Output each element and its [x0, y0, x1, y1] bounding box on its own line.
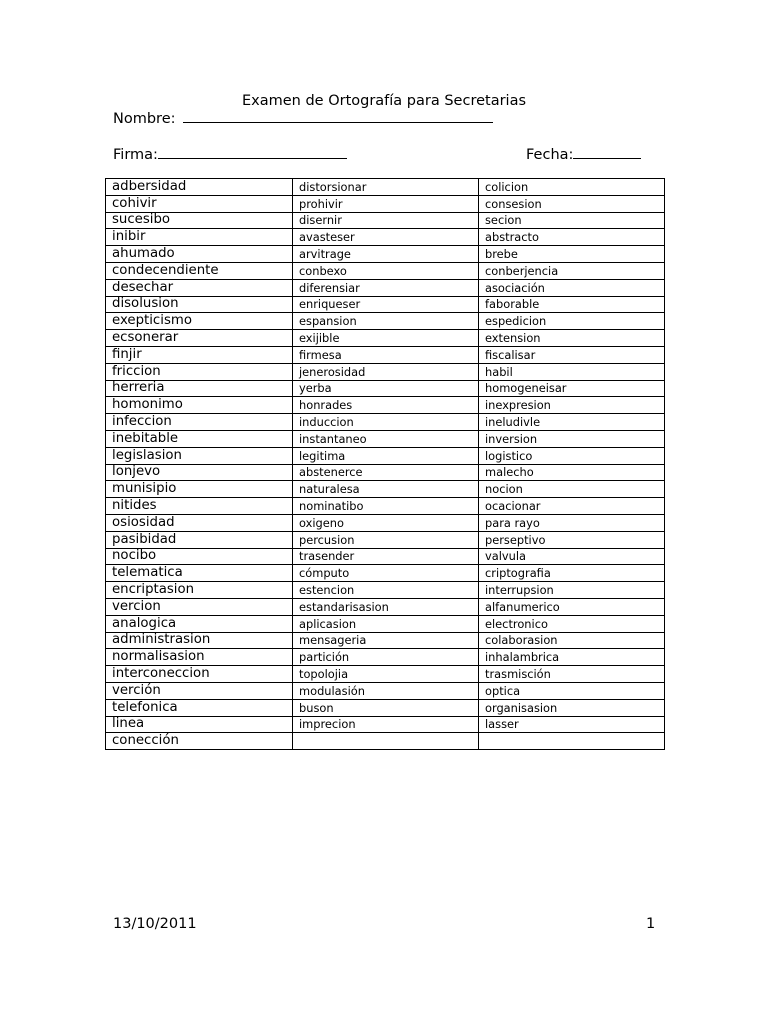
word-cell: interconeccion: [106, 666, 293, 683]
word-cell: alfanumerico: [479, 598, 665, 615]
word-cell: diferensiar: [293, 279, 479, 296]
word-cell: condecendiente: [106, 262, 293, 279]
word-cell: finjir: [106, 346, 293, 363]
name-blank-line[interactable]: [183, 108, 493, 123]
word-cell: naturalesa: [293, 481, 479, 498]
table-row: [106, 649, 665, 666]
word-cell: ecsonerar: [106, 330, 293, 347]
word-cell: organisasion: [479, 699, 665, 716]
table-row: [106, 346, 665, 363]
word-cell: inexpresion: [479, 397, 665, 414]
signature-label: Firma:: [113, 147, 158, 163]
word-cell: nitides: [106, 498, 293, 515]
word-cell: ahumado: [106, 246, 293, 263]
word-cell: trasmisción: [479, 666, 665, 683]
table-row: [106, 598, 665, 615]
word-cell: nominatibo: [293, 498, 479, 515]
table-row: [106, 531, 665, 548]
word-cell: friccion: [106, 363, 293, 380]
word-cell: habil: [479, 363, 665, 380]
word-cell: espedicion: [479, 313, 665, 330]
word-cell: administrasion: [106, 632, 293, 649]
word-cell: induccion: [293, 414, 479, 431]
word-cell: buson: [293, 699, 479, 716]
table-row: [106, 733, 665, 750]
word-cell: osiosidad: [106, 514, 293, 531]
word-cell: cohivir: [106, 195, 293, 212]
table-row: [106, 262, 665, 279]
table-row: [106, 212, 665, 229]
word-cell: aplicasion: [293, 615, 479, 632]
word-cell: disolusion: [106, 296, 293, 313]
word-cell: asociación: [479, 279, 665, 296]
word-cell: optica: [479, 682, 665, 699]
word-cell: secion: [479, 212, 665, 229]
word-cell: oxigeno: [293, 514, 479, 531]
table-row: [106, 514, 665, 531]
word-table: [105, 178, 665, 750]
page-number: 1: [646, 916, 656, 932]
word-cell: arvitrage: [293, 246, 479, 263]
table-row: [106, 414, 665, 431]
word-cell: avasteser: [293, 229, 479, 246]
word-cell: pasibidad: [106, 531, 293, 548]
word-cell: yerba: [293, 380, 479, 397]
table-row: [106, 229, 665, 246]
table-row: [106, 716, 665, 733]
table-row: [106, 430, 665, 447]
word-cell: conbexo: [293, 262, 479, 279]
word-cell: extension: [479, 330, 665, 347]
word-cell: analogica: [106, 615, 293, 632]
word-cell: conección: [106, 733, 293, 750]
table-row: [106, 699, 665, 716]
word-cell: jenerosidad: [293, 363, 479, 380]
word-cell: disernir: [293, 212, 479, 229]
table-row: [106, 565, 665, 582]
date-label: Fecha:: [526, 147, 574, 163]
word-cell: inhalambrica: [479, 649, 665, 666]
table-row: [106, 582, 665, 599]
word-cell: enriqueser: [293, 296, 479, 313]
word-cell: lasser: [479, 716, 665, 733]
word-cell: mensageria: [293, 632, 479, 649]
word-cell: prohivir: [293, 195, 479, 212]
word-cell: brebe: [479, 246, 665, 263]
word-cell: valvula: [479, 548, 665, 565]
word-cell: para rayo: [479, 514, 665, 531]
word-cell: telematica: [106, 565, 293, 582]
table-row: [106, 246, 665, 263]
word-cell: verción: [106, 682, 293, 699]
footer-date: 13/10/2011: [113, 916, 197, 932]
word-cell: nocion: [479, 481, 665, 498]
table-row: [106, 481, 665, 498]
word-cell: interrupsion: [479, 582, 665, 599]
word-cell: instantaneo: [293, 430, 479, 447]
table-row: [106, 313, 665, 330]
word-cell: infeccion: [106, 414, 293, 431]
word-cell: inversion: [479, 430, 665, 447]
word-cell: imprecion: [293, 716, 479, 733]
table-row: [106, 195, 665, 212]
word-cell: logistico: [479, 447, 665, 464]
word-cell: perseptivo: [479, 531, 665, 548]
word-cell: cómputo: [293, 565, 479, 582]
word-cell: consesion: [479, 195, 665, 212]
word-cell: estandarisasion: [293, 598, 479, 615]
word-cell: electronico: [479, 615, 665, 632]
word-cell: linea: [106, 716, 293, 733]
word-cell: legislasion: [106, 447, 293, 464]
word-cell: estencion: [293, 582, 479, 599]
word-cell: firmesa: [293, 346, 479, 363]
word-cell: nocibo: [106, 548, 293, 565]
word-cell: espansion: [293, 313, 479, 330]
word-cell: colaborasion: [479, 632, 665, 649]
word-cell: inibir: [106, 229, 293, 246]
name-label: Nombre:: [113, 111, 176, 127]
word-cell: [479, 733, 665, 750]
word-cell: inebitable: [106, 430, 293, 447]
date-blank-line[interactable]: [573, 144, 641, 159]
table-row: [106, 179, 665, 196]
table-row: [106, 632, 665, 649]
table-row: [106, 397, 665, 414]
table-row: [106, 380, 665, 397]
word-cell: distorsionar: [293, 179, 479, 196]
word-cell: herreria: [106, 380, 293, 397]
word-cell: homogeneisar: [479, 380, 665, 397]
signature-blank-line[interactable]: [158, 144, 347, 159]
word-cell: abstracto: [479, 229, 665, 246]
word-cell: criptografia: [479, 565, 665, 582]
date-field: [526, 144, 641, 165]
word-cell: partición: [293, 649, 479, 666]
word-cell: munisipio: [106, 481, 293, 498]
exam-title: Examen de Ortografía para Secretarias: [241, 93, 527, 109]
word-cell: faborable: [479, 296, 665, 313]
table-row: [106, 464, 665, 481]
word-cell: sucesibo: [106, 212, 293, 229]
word-cell: modulasión: [293, 682, 479, 699]
word-cell: adbersidad: [106, 179, 293, 196]
table-row: [106, 330, 665, 347]
word-cell: lonjevo: [106, 464, 293, 481]
word-cell: vercion: [106, 598, 293, 615]
word-cell: encriptasion: [106, 582, 293, 599]
word-cell: percusion: [293, 531, 479, 548]
word-cell: [293, 733, 479, 750]
table-row: [106, 548, 665, 565]
word-cell: trasender: [293, 548, 479, 565]
table-row: [106, 498, 665, 515]
name-field: [113, 108, 493, 129]
signature-field: [113, 144, 347, 165]
word-cell: fiscalisar: [479, 346, 665, 363]
word-cell: ocacionar: [479, 498, 665, 515]
word-cell: exepticismo: [106, 313, 293, 330]
word-cell: abstenerce: [293, 464, 479, 481]
table-row: [106, 447, 665, 464]
word-cell: honrades: [293, 397, 479, 414]
table-row: [106, 615, 665, 632]
word-cell: desechar: [106, 279, 293, 296]
word-cell: ineludivle: [479, 414, 665, 431]
word-cell: telefonica: [106, 699, 293, 716]
word-cell: homonimo: [106, 397, 293, 414]
word-cell: malecho: [479, 464, 665, 481]
word-table-body: [106, 179, 665, 750]
word-cell: normalisasion: [106, 649, 293, 666]
table-row: [106, 279, 665, 296]
word-cell: legitima: [293, 447, 479, 464]
word-cell: colicion: [479, 179, 665, 196]
table-row: [106, 296, 665, 313]
table-row: [106, 682, 665, 699]
word-cell: topolojia: [293, 666, 479, 683]
word-cell: exijible: [293, 330, 479, 347]
table-row: [106, 363, 665, 380]
table-row: [106, 666, 665, 683]
word-cell: conberjencia: [479, 262, 665, 279]
